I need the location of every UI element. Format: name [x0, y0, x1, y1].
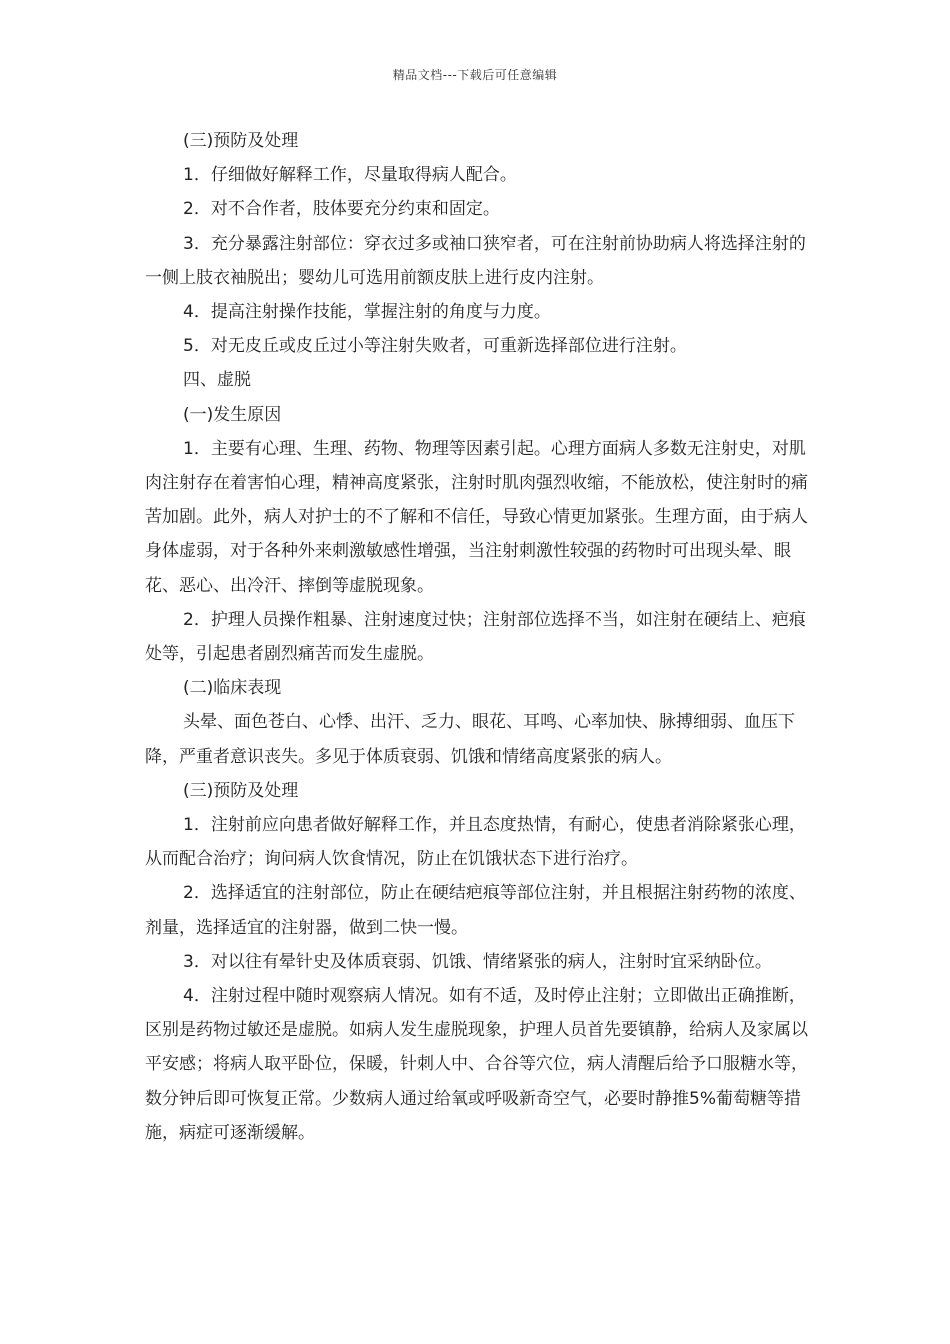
- list-item: 2．护理人员操作粗暴、注射速度过快；注射部位选择不当，如注射在硬结上、疤痕处等，引起患者剧烈痛苦而发生虚脱。: [145, 609, 806, 665]
- list-item: 5．对无皮丘或皮丘过小等注射失败者，可重新选择部位进行注射。: [183, 336, 687, 357]
- list-item: 2．选择适宜的注射部位，防止在硬结疤痕等部位注射，并且根据注射药物的浓度、剂量，选择适宜的注射器，做到二快一慢。: [145, 883, 806, 938]
- subsection-heading-causes: (一)发生原因: [183, 404, 282, 425]
- document-body: [145, 124, 810, 1150]
- list-item: 3．充分暴露注射部位：穿衣过多或袖口狭窄者，可在注射前协助病人将选择注射的一侧上肢衣袖脱出；婴幼儿可选用前额皮肤上进行皮内注射。: [145, 233, 806, 288]
- list-item: 1．主要有心理、生理、药物、物理等因素引起。心理方面病人多数无注射史，对肌肉注射存在着害怕心理，精神高度紧张，注射时肌肉强烈收缩，不能放松，使注射时的痛苦加剧。此外，病人对护士的不了解和不信任，导致心情更加紧张。生理方面，由于病人身体虚弱，对于各种外来刺激敏感性增强，当注射刺激性较强的药物时可出现头晕、眼花、恶心、出冷汗、摔倒等虚脱现象。: [145, 438, 808, 596]
- list-item: 4．注射过程中随时观察病人情况。如有不适，及时停止注射；立即做出正确推断，区别是药物过敏还是虚脱。如病人发生虚脱现象，护理人员首先要镇静，给病人及家属以平安感；将病人取平卧位，保暖，针刺人中、合谷等穴位，病人清醒后给予口服糖水等，数分钟后即可恢复正常。少数病人通过给氧或呼吸新奇空气，必要时静推5%葡萄糖等措施，病症可逐渐缓解。: [145, 986, 808, 1143]
- list-item: 1．仔细做好解释工作，尽量取得病人配合。: [183, 165, 517, 186]
- list-item: 3．对以往有晕针史及体质衰弱、饥饿、情绪紧张的病人，注射时宜采纳卧位。: [183, 951, 772, 972]
- list-item: 4．提高注射操作技能，掌握注射的角度与力度。: [183, 302, 551, 323]
- section-heading-prevention: (三)预防及处理: [183, 131, 299, 151]
- page-header: 精品文档---下载后可任意编辑: [392, 68, 558, 82]
- list-item: 1．注射前应向患者做好解释工作，并且态度热情，有耐心，使患者消除紧张心理，从而配合治疗；询问病人饮食情况，防止在饥饿状态下进行治疗。: [145, 815, 806, 870]
- subsection-heading-prevention: (三)预防及处理: [183, 780, 299, 801]
- list-item: 2．对不合作者，肢体要充分约束和固定。: [183, 199, 500, 220]
- body-paragraph: 头晕、面色苍白、心悸、出汗、乏力、眼花、耳鸣、心率加快、脉搏细弱、血压下降，严重者意识丧失。多见于体质衰弱、饥饿和情绪高度紧张的病人。: [145, 712, 795, 767]
- section-heading-collapse: 四、虚脱: [183, 370, 251, 391]
- subsection-heading-symptoms: (二)临床表现: [183, 678, 282, 699]
